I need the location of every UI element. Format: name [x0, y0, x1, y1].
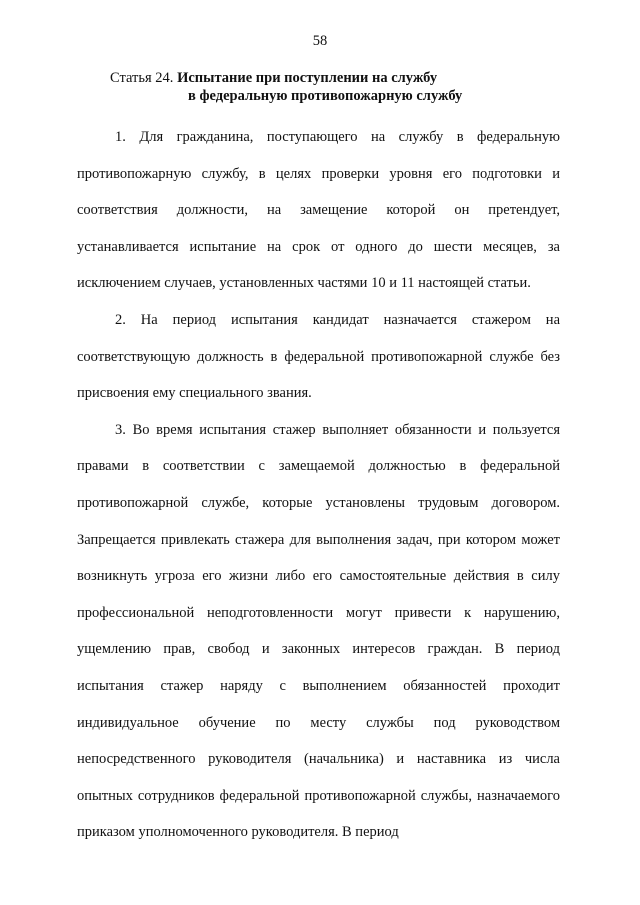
- paragraph-1: 1. Для гражданина, поступающего на службу в федеральную противопожарную службу, в целях проверки уровня его подготовки и соответствия должности, на замещение которой он претендует, устанавливается испытание на срок от одного до шести месяцев, за исключением случаев, установленных частями 10 и 11 настоящей статьи.: [77, 129, 560, 292]
- article-title-line2: в федеральную противопожарную службу: [188, 88, 463, 104]
- paragraph-3: 3. Во время испытания стажер выполняет обязанности и пользуется правами в соответствии с замещаемой должностью в федеральной противопожарной службе, которые установлены трудовым договором. Запрещается привлекать стажера для выполнения задач, при котором может возникнуть угроза его жизни либо его самостоятельные действия в силу профессиональной неподготовленности могут привести к нарушению, ущемлению прав, свобод и законных интересов граждан. В период испытания стажер наряду с выполнением обязанностей проходит индивидуальное обучение по месту службы под руководством непосредственного руководителя (начальника) и наставника из числа опытных сотрудников федеральной противопожарной службы, назначаемого приказом уполномоченного руководителя. В период: [77, 421, 560, 841]
- article-label: Статья 24.: [110, 70, 174, 86]
- page-number: 58: [312, 33, 328, 49]
- article-heading: [110, 69, 462, 105]
- article-title-line1: Испытание при поступлении на службу: [177, 70, 438, 86]
- article-body: [77, 119, 560, 851]
- paragraph-2: 2. На период испытания кандидат назначается стажером на соответствующую должность в федеральной противопожарной службе без присвоения ему специального звания.: [77, 311, 560, 402]
